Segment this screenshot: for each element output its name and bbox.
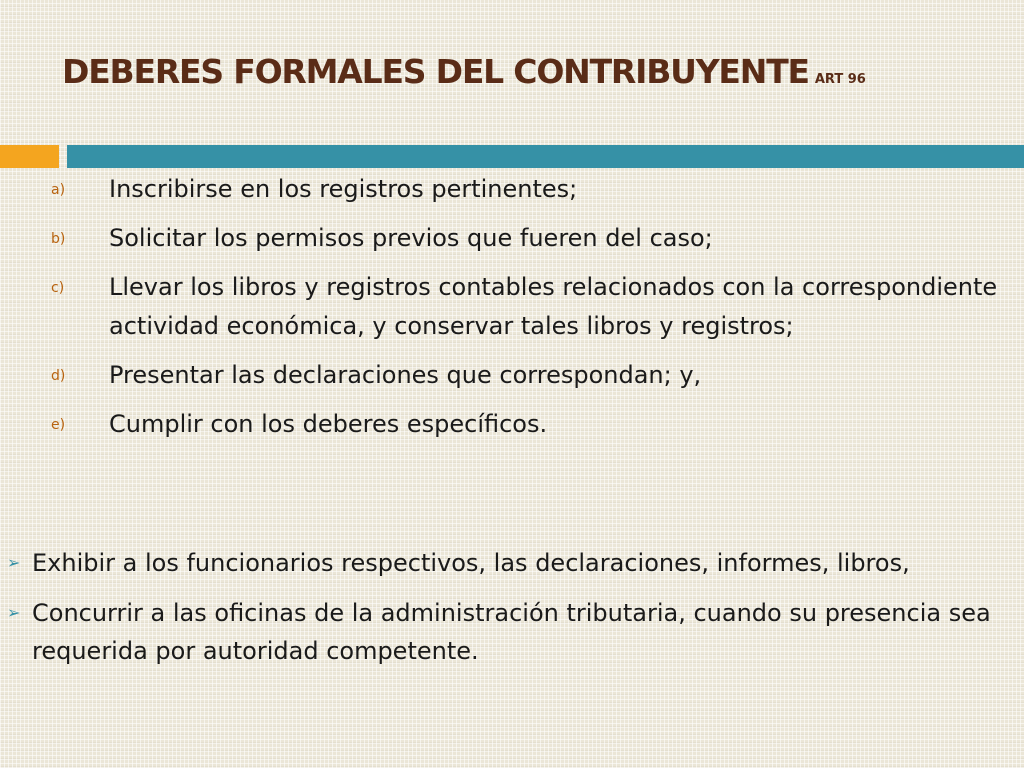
list-marker: d) [51,368,66,384]
list-item-text: Inscribirse en los registros pertinentes; [109,175,578,203]
list-item [0,268,1019,346]
slide-title [62,52,866,91]
list-item-text: Solicitar los permisos previos que fueren del caso; [109,224,713,252]
bullet-item [0,594,1002,670]
list-item [0,219,1019,258]
list-item-text: Llevar los libros y registros contables relacionados con la correspondiente actividad económica, y conservar tales libros y registros; [109,273,998,340]
list-marker: c) [51,280,65,296]
bullet-text: Exhibir a los funcionarios respectivos, las declaraciones, informes, libros, [32,549,910,577]
list-item-text: Cumplir con los deberes específicos. [109,410,548,438]
list-item-text: Presentar las declaraciones que correspondan; y, [109,361,702,389]
list-marker: a) [51,182,66,198]
slide-title-text: DEBERES FORMALES DEL CONTRIBUYENTE [62,52,809,91]
bullet-list [0,544,1002,682]
accent-bar-orange [0,145,59,168]
bullet-text: Concurrir a las oficinas de la administración tributaria, cuando su presencia sea requerida por autoridad competente. [32,599,991,665]
arrow-bullet-icon: ➢ [7,603,21,622]
list-item [0,405,1019,444]
list-item [0,356,1019,395]
bullet-item [0,544,1002,582]
duties-list [0,170,1019,454]
list-marker: e) [51,417,66,433]
list-marker: b) [51,231,66,247]
slide-title-article: ART 96 [814,72,866,87]
arrow-bullet-icon: ➢ [7,553,21,572]
list-item [0,170,1019,209]
accent-bar-teal [67,145,1024,168]
